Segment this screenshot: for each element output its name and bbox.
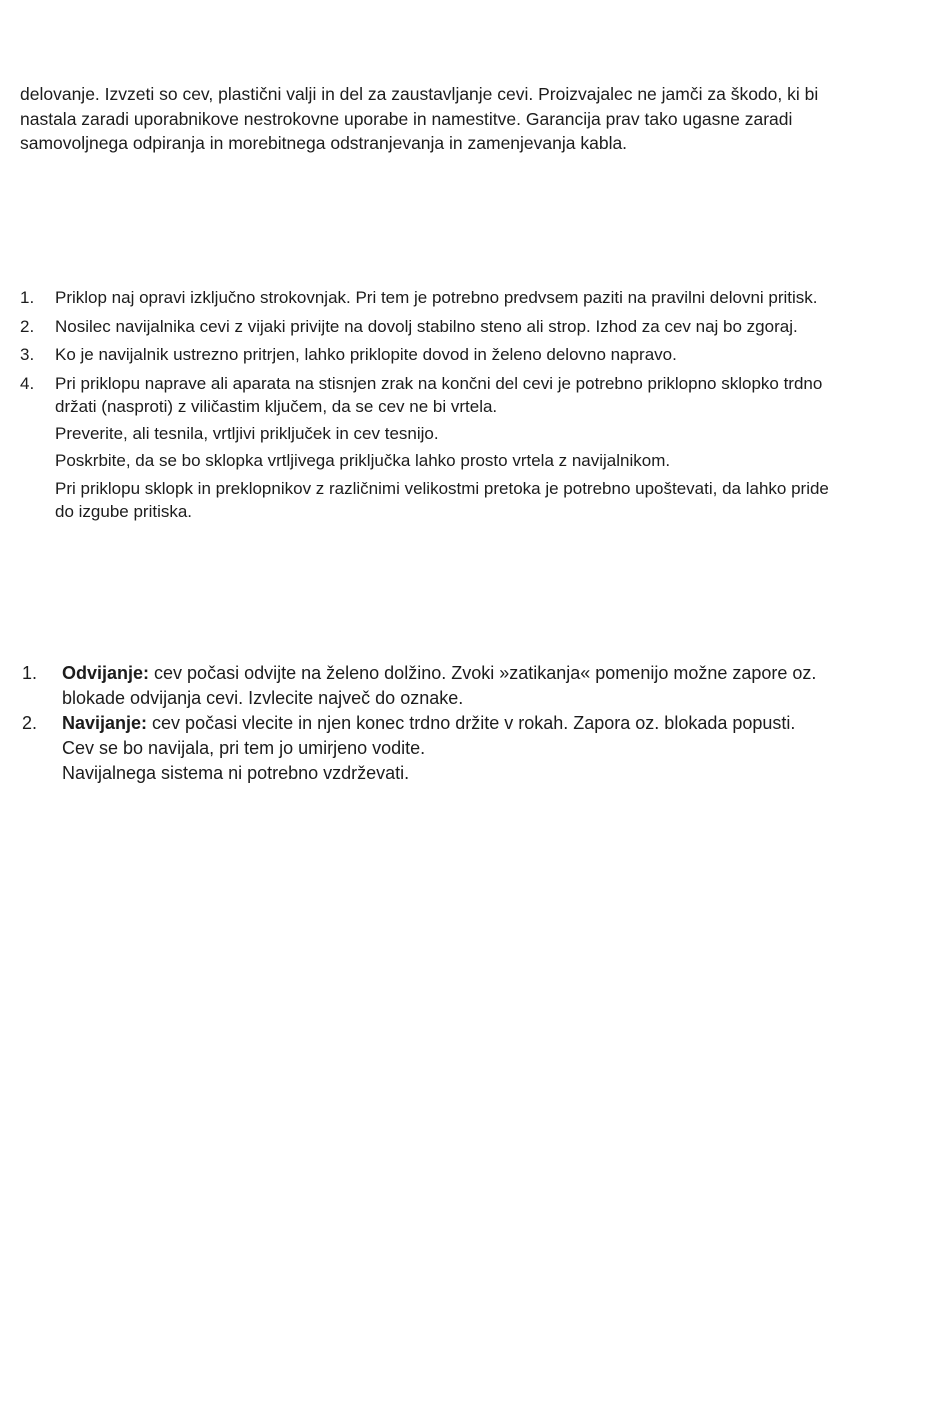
- list-item: [20, 372, 850, 419]
- item-number: 3.: [20, 345, 35, 364]
- item-term: Odvijanje:: [62, 663, 150, 683]
- item-text: cev počasi odvijte na želeno dolžino. Zvoki »zatikanja« pomenijo možne zapore oz. blokade odvijanja cevi. Izvlecite največ do oznake.: [62, 663, 817, 708]
- installation-note: Poskrbite, da se bo sklopka vrtljivega priključka lahko prosto vrtela z navijalnikom.: [55, 451, 671, 470]
- item-text: cev počasi vlecite in njen konec trdno držite v rokah. Zapora oz. blokada popusti.: [147, 713, 796, 733]
- item-text: Nosilec navijalnika cevi z vijaki privijte na dovolj stabilno steno ali strop. Izhod za cev naj bo zgoraj.: [55, 316, 798, 336]
- list-item: [20, 315, 850, 339]
- item-text: Ko je navijalnik ustrezno pritrjen, lahko priklopite dovod in želeno delovno napravo.: [55, 345, 677, 364]
- item-term: Navijanje:: [62, 713, 148, 733]
- installation-note: Pri priklopu sklopk in preklopnikov z različnimi velikostmi pretoka je potrebno upoštevati, da lahko pride do izgube pritiska.: [55, 478, 829, 521]
- installation-list: [20, 286, 850, 528]
- list-item: [22, 661, 852, 711]
- operation-note: Cev se bo navijala, pri tem jo umirjeno vodite.: [62, 738, 426, 758]
- item-number: 1.: [22, 663, 38, 683]
- item-number: 2.: [20, 316, 35, 336]
- list-item: [20, 286, 850, 310]
- list-item: [20, 343, 850, 367]
- item-text: Pri priklopu naprave ali aparata na stisnjen zrak na končni del cevi je potrebno priklopno sklopko trdno držati (nasproti) z viličastim ključem, da se cev ne bi vrtela.: [55, 373, 823, 416]
- item-number: 1.: [20, 288, 35, 307]
- item-number: 2.: [22, 713, 38, 733]
- warranty-paragraph: delovanje. Izvzeti so cev, plastični valji in del za zaustavljanje cevi. Proizvajalec ne jamči za škodo, ki bi nastala zaradi uporabnikove nestrokovne uporabe in namestitve. Garancija prav tako ugasne zaradi samovoljnega odpiranja in morebitnega odstranjevanja in zamenjevanja kabla.: [20, 84, 819, 153]
- item-number: 4.: [20, 373, 35, 393]
- operation-note: Navijalnega sistema ni potrebno vzdrževati.: [62, 763, 410, 783]
- operation-list: [22, 661, 852, 786]
- installation-note: Preverite, ali tesnila, vrtljivi priključek in cev tesnijo.: [55, 423, 439, 443]
- list-item: [22, 711, 852, 736]
- item-text: Priklop naj opravi izključno strokovnjak. Pri tem je potrebno predvsem paziti na pravilni delovni pritisk.: [55, 288, 818, 307]
